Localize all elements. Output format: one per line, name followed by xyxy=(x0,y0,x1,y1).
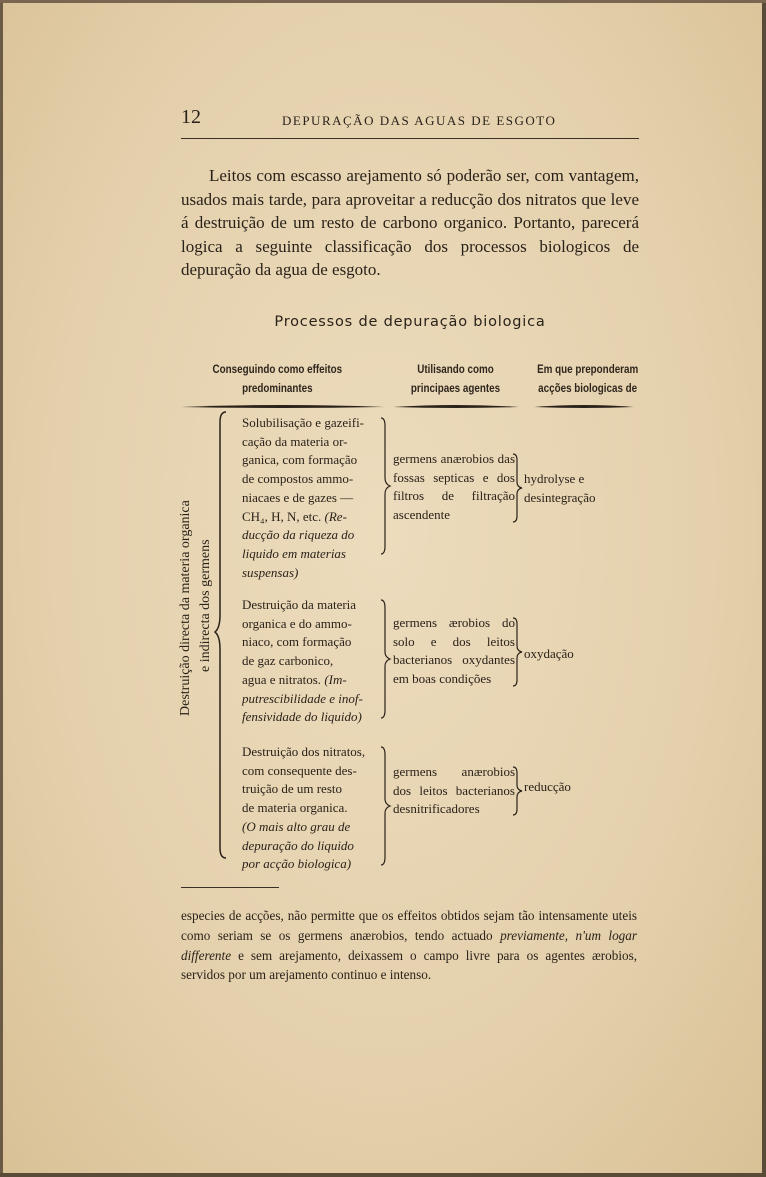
effect-3-italic-2: por acção biologica) xyxy=(242,856,352,872)
effect-3-italic-1: depuração do liquido xyxy=(242,837,354,853)
effect-1-line-5: CH₄, H, N, etc. xyxy=(242,508,322,524)
effect-3-line-0: Destruição dos nitratos, xyxy=(242,744,366,759)
effect-3-line-2: truição de um resto xyxy=(242,781,342,797)
footnote-rule xyxy=(181,887,279,888)
effect-1-italic-3: suspensas) xyxy=(242,564,299,580)
page-number: 12 xyxy=(181,106,201,128)
effect-3-italic-0: (O mais alto grau de xyxy=(242,818,351,834)
effect-1-line-3: de compostos ammo- xyxy=(242,471,354,487)
table-title: Processos de depuração biologica xyxy=(274,314,546,330)
effect-3-line-3: de materia organica. xyxy=(242,800,348,816)
footnote-part-1: especies de acções, não permitte que os effeitos obtidos sejam tão intensamente uteis como seriam se os germens anærobios, tendo actuado xyxy=(181,908,637,943)
page-edge-right xyxy=(762,0,766,1177)
effect-cell-3 xyxy=(228,743,380,874)
agents-cell-3: germens anærobios dos leitos bacterianos desnitrificadores xyxy=(393,764,515,817)
effect-1-line-0: Solubilisação e gazeifi- xyxy=(242,415,365,430)
effect-2-line-0: Destruição da materia xyxy=(242,597,357,612)
effect-2-line-4: agua e nitratos. xyxy=(242,671,322,687)
effect-2-line-1: organica e do ammo- xyxy=(242,615,352,631)
brace-row2-right xyxy=(380,598,392,720)
effect-1-italic-1: ducção da riqueza do xyxy=(242,527,355,543)
agents-cell-1: germens anærobios das fossas septicas e dos filtros de filtração ascendente xyxy=(393,451,515,523)
effect-2-italic-0: (Im- xyxy=(324,671,347,687)
brace-row2-agents xyxy=(512,616,524,688)
agents-cell-2: germens ærobios do solo e dos leitos bacterianos oxydantes em boas condições xyxy=(393,615,515,687)
side-label-inner: e indirecta dos germens xyxy=(198,539,213,672)
effect-cell-1 xyxy=(228,414,380,582)
effect-2-italic-1: putrescibilidade e inof- xyxy=(242,690,363,706)
footnote-italic: previamente, n'um logar differente xyxy=(181,927,638,963)
running-title: DEPURAÇÃO DAS AGUAS DE ESGOTO xyxy=(282,113,557,128)
footnote xyxy=(181,906,637,985)
effect-2-italic-2: fensividade do liquido) xyxy=(242,709,362,725)
header-rule xyxy=(181,138,639,139)
effect-1-italic-2: liquido em materias xyxy=(242,545,346,561)
column-header-actions: Em que preponderam acções biologicas de xyxy=(537,362,639,395)
swash-rule-2 xyxy=(393,404,519,410)
effect-1-line-1: cação da materia or- xyxy=(242,433,348,449)
brace-row1-right xyxy=(380,416,392,556)
page-edge-bottom xyxy=(0,1173,766,1177)
brace-row3-right xyxy=(380,745,392,867)
action-cell-2: oxydação xyxy=(524,646,574,661)
effect-1-italic-0: (Re- xyxy=(324,508,347,524)
effect-1-line-2: ganica, com formação xyxy=(242,452,358,468)
column-header-effects: Conseguindo como effeitos predominantes xyxy=(212,362,343,395)
action-cell-3: reducção xyxy=(524,779,571,794)
effect-3-line-1: com consequente des- xyxy=(242,762,357,778)
column-header-agents: Utilisando como principaes agentes xyxy=(410,362,501,395)
swash-rule-3 xyxy=(534,404,634,410)
intro-text: Leitos com escasso arejamento só poderão ser, com vantagem, usados mais tarde, para aproveitar a reducção dos nitratos que leve á destruição de um resto de carbono organico. Portanto, parecerá logica a seguinte classificação dos processos biologicos de depuração da agua de esgoto. xyxy=(181,166,639,279)
swash-rule-1 xyxy=(181,404,385,410)
effect-2-line-2: niaco, com formação xyxy=(242,634,352,650)
effect-2-line-3: de gaz carbonico, xyxy=(242,653,334,669)
main-brace xyxy=(214,410,228,860)
brace-row3-agents xyxy=(512,765,524,817)
page-edge-top xyxy=(0,0,766,3)
footnote-part-2: e sem arejamento, deixassem o campo livre para os agentes ærobios, servidos por um arejamento continuo e intenso. xyxy=(181,947,637,983)
action-cell-1: hydrolyse e desintegração xyxy=(524,471,596,505)
side-label-outer: Destruição directa da materia organica xyxy=(178,500,193,716)
brace-row1-agents xyxy=(512,452,524,524)
effect-cell-2 xyxy=(228,596,380,727)
page-edge-left xyxy=(0,0,3,1177)
intro-paragraph xyxy=(181,164,639,282)
effect-1-line-4: niacaes e de gazes — xyxy=(242,489,354,505)
